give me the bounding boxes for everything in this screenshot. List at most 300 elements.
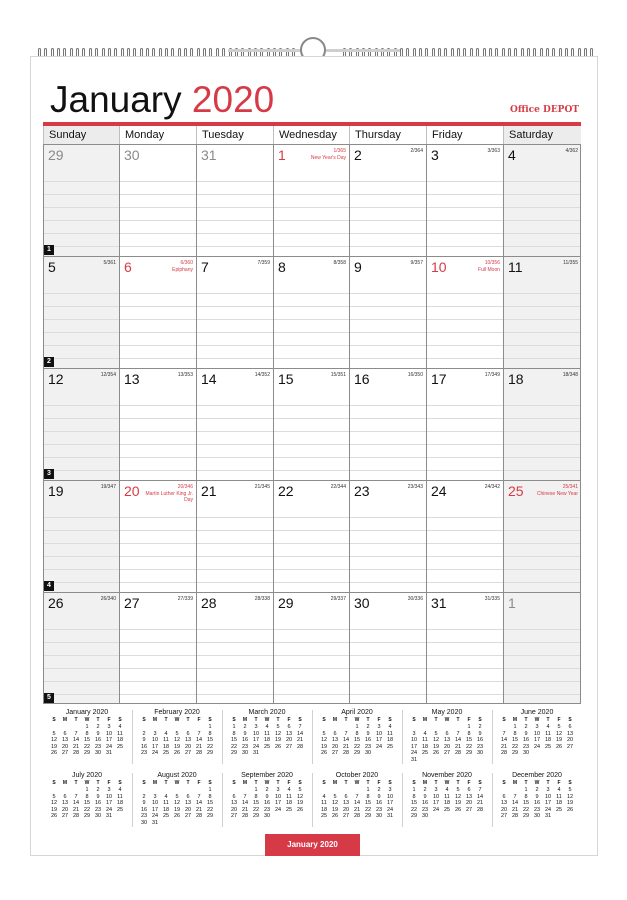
- day-cell[interactable]: [349, 592, 426, 704]
- mini-day: 4: [445, 787, 449, 793]
- mini-day: 8: [467, 730, 471, 737]
- day-number: 29: [278, 595, 294, 611]
- mini-day: 25: [162, 750, 170, 756]
- mini-day: 23: [375, 806, 383, 813]
- mini-day: 1: [254, 787, 258, 793]
- mini-day: 29: [83, 750, 91, 756]
- mini-day: 5: [456, 787, 460, 793]
- weekday-header-friday: Friday: [426, 126, 503, 144]
- mini-day: 28: [500, 750, 508, 756]
- mini-day: 7: [456, 730, 460, 737]
- mini-day: 4: [322, 793, 326, 800]
- mini-day: 16: [522, 737, 530, 743]
- mini-day: 25: [116, 743, 124, 750]
- mini-weekday-header: T: [276, 780, 280, 786]
- mini-day: 23: [364, 743, 372, 750]
- week-number-badge: 5: [44, 693, 54, 703]
- mini-day: 12: [454, 793, 462, 800]
- day-cell[interactable]: [503, 480, 581, 592]
- mini-day: 13: [443, 737, 451, 743]
- mini-calendar-table: [319, 780, 396, 820]
- day-cell[interactable]: [273, 480, 349, 592]
- day-number: 29: [48, 147, 64, 163]
- mini-weekday-header: S: [478, 717, 482, 723]
- mini-day: 23: [94, 743, 102, 750]
- mini-day: 10: [105, 793, 113, 800]
- holiday-label: Full Moon: [478, 267, 500, 273]
- day-cell[interactable]: [426, 256, 503, 368]
- mini-day: 11: [321, 800, 327, 806]
- day-number: 15: [278, 371, 294, 387]
- mini-calendar[interactable]: [313, 708, 401, 766]
- mini-weekday-header: S: [142, 717, 146, 723]
- mini-day: 14: [195, 737, 203, 743]
- mini-day: 19: [454, 800, 462, 806]
- mini-calendar-table: [229, 717, 306, 757]
- mini-calendar-table: [139, 780, 216, 826]
- mini-day: 10: [252, 730, 260, 737]
- mini-day: 21: [342, 743, 350, 750]
- day-cell[interactable]: [503, 368, 581, 480]
- mini-day: 22: [206, 743, 214, 750]
- mini-day: [161, 820, 172, 827]
- day-of-year-count: 3/363: [487, 148, 500, 154]
- mini-weekday-header: T: [164, 780, 168, 786]
- day-cell[interactable]: [349, 368, 426, 480]
- day-cell[interactable]: [196, 256, 273, 368]
- mini-day: 21: [454, 743, 462, 750]
- mini-day: 1: [355, 724, 359, 730]
- mini-day: 14: [72, 800, 80, 806]
- weekday-header-saturday: Saturday: [503, 126, 581, 144]
- mini-day: 25: [285, 806, 293, 813]
- day-number: 26: [48, 595, 64, 611]
- mini-day: 14: [342, 737, 350, 743]
- mini-weekday-header: S: [388, 717, 392, 723]
- mini-day: [464, 757, 475, 764]
- mini-day: 31: [252, 750, 260, 756]
- mini-weekday-header: T: [456, 780, 460, 786]
- mini-day: 9: [96, 730, 100, 737]
- mini-day: 5: [434, 730, 438, 737]
- mini-day: 11: [117, 730, 123, 737]
- page-title: [50, 80, 274, 120]
- mini-day: [532, 750, 543, 757]
- day-cell[interactable]: [503, 592, 581, 704]
- mini-weekday-header: S: [568, 717, 572, 723]
- mini-day: 19: [432, 743, 440, 750]
- mini-day: 30: [140, 819, 148, 826]
- mini-day: 9: [142, 800, 146, 806]
- day-cell[interactable]: [349, 144, 426, 256]
- day-number: 1: [278, 147, 286, 163]
- day-cell[interactable]: [119, 480, 196, 592]
- day-cell[interactable]: [196, 480, 273, 592]
- mini-day: 9: [142, 737, 146, 743]
- mini-day: 30: [94, 813, 102, 819]
- mini-day: 11: [422, 737, 428, 743]
- mini-day: [374, 750, 385, 757]
- mini-day: 16: [140, 743, 148, 750]
- day-cell[interactable]: [196, 368, 273, 480]
- mini-weekday-header: S: [568, 780, 572, 786]
- mini-day: 18: [544, 737, 552, 743]
- mini-weekday-header: T: [344, 717, 348, 723]
- weekday-header-thursday: Thursday: [349, 126, 426, 144]
- day-number: 23: [354, 483, 370, 499]
- mini-calendar[interactable]: [133, 771, 221, 829]
- mini-day: 19: [320, 743, 328, 750]
- mini-day: 17: [386, 800, 394, 806]
- weekday-header-wednesday: Wednesday: [273, 126, 349, 144]
- mini-weekday-header: F: [557, 780, 561, 786]
- mini-day: 23: [140, 813, 148, 819]
- mini-weekday-header: T: [96, 717, 100, 723]
- mini-day: 7: [74, 730, 78, 737]
- mini-day: 4: [118, 787, 122, 793]
- mini-day: 30: [263, 813, 271, 819]
- mini-day: 4: [118, 724, 122, 730]
- mini-day: 6: [344, 793, 348, 800]
- mini-day: 6: [287, 724, 291, 730]
- mini-day: 24: [410, 750, 418, 756]
- mini-calendar[interactable]: [43, 771, 131, 829]
- mini-weekday-header: T: [254, 780, 258, 786]
- mini-calendar[interactable]: [223, 771, 311, 829]
- mini-day: 12: [296, 793, 304, 800]
- day-cell[interactable]: [43, 592, 119, 704]
- mini-weekday-header: S: [502, 717, 506, 723]
- mini-day: 10: [105, 730, 113, 737]
- mini-day: 27: [500, 813, 508, 819]
- mini-day: 2: [96, 787, 100, 793]
- mini-day: 1: [467, 724, 471, 730]
- day-cell[interactable]: [273, 592, 349, 704]
- mini-day: 17: [151, 806, 159, 813]
- mini-day: 17: [105, 737, 113, 743]
- day-cell[interactable]: [349, 256, 426, 368]
- mini-day: 5: [333, 793, 337, 800]
- mini-weekday-header: W: [174, 780, 180, 786]
- mini-day: 13: [342, 800, 350, 806]
- mini-weekday-header: W: [534, 780, 540, 786]
- day-cell[interactable]: [503, 256, 581, 368]
- mini-day: 9: [423, 793, 427, 800]
- mini-weekday-header: W: [444, 717, 450, 723]
- day-cell[interactable]: [43, 368, 119, 480]
- mini-day: 22: [364, 806, 372, 813]
- mini-day: 17: [151, 743, 159, 750]
- mini-day: 29: [364, 813, 372, 819]
- mini-weekday-header: M: [62, 780, 68, 786]
- mini-day: [565, 813, 576, 820]
- mini-day: [183, 820, 194, 827]
- mini-day: 6: [333, 730, 337, 737]
- mini-day: 21: [500, 743, 508, 750]
- mini-day: 11: [286, 793, 292, 800]
- weekday-header-sunday: Sunday: [43, 126, 119, 144]
- mini-day: 20: [566, 737, 574, 743]
- day-cell[interactable]: [349, 480, 426, 592]
- mini-day: 25: [443, 806, 451, 813]
- holiday-label: Martin Luther King Jr. Day: [145, 491, 193, 503]
- mini-day: 17: [544, 800, 552, 806]
- mini-day: 28: [72, 813, 80, 819]
- mini-day: 13: [285, 730, 293, 737]
- mini-weekday-header: S: [142, 780, 146, 786]
- mini-day: 8: [355, 730, 359, 737]
- day-of-year-count: 4/362: [565, 148, 578, 154]
- mini-calendar-table: [499, 780, 576, 820]
- mini-day: 22: [522, 806, 530, 813]
- mini-day: 22: [410, 806, 418, 813]
- day-number: 24: [431, 483, 447, 499]
- month-tab[interactable]: January 2020: [265, 834, 360, 856]
- mini-day: 19: [331, 806, 339, 813]
- mini-day: 6: [232, 793, 236, 800]
- mini-day: 5: [557, 724, 561, 730]
- mini-day: 8: [232, 730, 236, 737]
- week-number-badge: 2: [44, 357, 54, 367]
- mini-day: 17: [274, 800, 282, 806]
- day-number: 13: [124, 371, 140, 387]
- day-of-year-count: 23/343: [407, 484, 423, 490]
- mini-day: 30: [375, 813, 383, 819]
- mini-calendar[interactable]: [313, 771, 401, 829]
- mini-day: 13: [61, 800, 69, 806]
- mini-weekday-header: T: [546, 717, 550, 723]
- mini-day: 11: [556, 793, 562, 800]
- mini-calendars: [43, 708, 581, 830]
- mini-day: 28: [511, 813, 519, 819]
- mini-day: 1: [85, 724, 89, 730]
- day-number: 9: [354, 259, 362, 275]
- mini-day: 16: [364, 737, 372, 743]
- mini-day: 11: [387, 730, 393, 737]
- mini-day: 29: [410, 813, 418, 819]
- mini-day: 7: [74, 793, 78, 800]
- day-cell[interactable]: [426, 368, 503, 480]
- mini-weekday-header: W: [354, 780, 360, 786]
- mini-day: 11: [545, 730, 551, 737]
- mini-day: 25: [162, 813, 170, 819]
- mini-day: 6: [445, 730, 449, 737]
- mini-day: 2: [535, 787, 539, 793]
- mini-day: [543, 750, 554, 757]
- mini-day: 21: [476, 800, 484, 806]
- mini-day: 19: [274, 737, 282, 743]
- day-cell[interactable]: [196, 144, 273, 256]
- mini-weekday-header: W: [264, 717, 270, 723]
- mini-day: 5: [175, 793, 179, 800]
- day-number: 19: [48, 483, 64, 499]
- day-cell[interactable]: [426, 480, 503, 592]
- mini-day: 17: [105, 800, 113, 806]
- mini-day: 14: [195, 800, 203, 806]
- mini-day: 2: [377, 787, 381, 793]
- mini-day: 4: [423, 730, 427, 737]
- mini-day: 25: [421, 750, 429, 756]
- mini-day: [442, 757, 453, 764]
- mini-weekday-header: F: [287, 717, 291, 723]
- day-cell[interactable]: [273, 144, 349, 256]
- mini-calendar-table: [49, 780, 126, 820]
- day-of-year-count: 7/359: [257, 260, 270, 266]
- mini-day: 22: [83, 806, 91, 813]
- day-cell[interactable]: [119, 592, 196, 704]
- mini-day: 17: [533, 737, 541, 743]
- mini-day: 26: [50, 813, 58, 819]
- day-cell[interactable]: [503, 144, 581, 256]
- day-number: 21: [201, 483, 217, 499]
- mini-day: 7: [502, 730, 506, 737]
- mini-day: 25: [116, 806, 124, 813]
- mini-weekday-header: W: [534, 717, 540, 723]
- mini-day: [172, 820, 183, 827]
- mini-day: 11: [444, 793, 450, 800]
- mini-day: 12: [274, 730, 282, 737]
- mini-day: 16: [421, 800, 429, 806]
- mini-day: 8: [412, 793, 416, 800]
- mini-day: 2: [366, 724, 370, 730]
- mini-day: 26: [320, 750, 328, 756]
- mini-day: 20: [500, 806, 508, 813]
- mini-day: 23: [241, 743, 249, 750]
- mini-day: [554, 813, 565, 820]
- mini-day: 16: [476, 737, 484, 743]
- mini-day: 17: [432, 800, 440, 806]
- day-cell[interactable]: [119, 144, 196, 256]
- day-number: 30: [354, 595, 370, 611]
- mini-day: 11: [163, 737, 169, 743]
- mini-calendar[interactable]: [403, 771, 491, 829]
- mini-weekday-header: T: [434, 780, 438, 786]
- mini-calendar-table: [49, 717, 126, 757]
- mini-day: 23: [533, 806, 541, 813]
- mini-day: 29: [511, 750, 519, 756]
- mini-day: 26: [173, 813, 181, 819]
- mini-day: 28: [342, 750, 350, 756]
- mini-weekday-header: F: [557, 717, 561, 723]
- mini-day: 29: [353, 750, 361, 756]
- day-number: 16: [354, 371, 370, 387]
- mini-day: [475, 757, 486, 764]
- mini-day: 8: [513, 730, 517, 737]
- mini-weekday-header: T: [276, 717, 280, 723]
- mini-day: 29: [465, 750, 473, 756]
- day-of-year-count: 2/364: [410, 148, 423, 154]
- holiday-label: Chinese New Year: [536, 491, 578, 497]
- mini-day: 30: [241, 750, 249, 756]
- mini-day: 1: [412, 787, 416, 793]
- mini-calendar[interactable]: [43, 708, 131, 766]
- mini-weekday-header: M: [332, 780, 338, 786]
- mini-day: 4: [557, 787, 561, 793]
- mini-day: 15: [206, 737, 214, 743]
- mini-weekday-header: S: [322, 780, 326, 786]
- mini-weekday-header: S: [412, 717, 416, 723]
- day-of-year-count: 11/355: [563, 260, 578, 266]
- mini-weekday-header: F: [107, 717, 111, 723]
- mini-day: [420, 757, 431, 764]
- day-number: 20: [124, 483, 140, 499]
- day-number: 6: [124, 259, 132, 275]
- day-cell[interactable]: [43, 256, 119, 368]
- mini-day: 12: [320, 737, 328, 743]
- mini-day: [431, 757, 442, 764]
- mini-day: 5: [298, 787, 302, 793]
- day-cell[interactable]: [196, 592, 273, 704]
- mini-day: 3: [546, 787, 550, 793]
- mini-day: 10: [151, 800, 159, 806]
- mini-day: 5: [568, 787, 572, 793]
- mini-day: 3: [412, 730, 416, 737]
- mini-day: 24: [375, 743, 383, 750]
- mini-day: 21: [353, 806, 361, 813]
- mini-day: 30: [421, 813, 429, 819]
- day-cell[interactable]: [43, 480, 119, 592]
- mini-day: 11: [264, 730, 270, 737]
- mini-calendar-title: October 2020: [335, 772, 379, 779]
- day-cell[interactable]: [426, 144, 503, 256]
- mini-day: 15: [364, 800, 372, 806]
- mini-day: 24: [274, 806, 282, 813]
- day-number: 28: [201, 595, 217, 611]
- mini-day: 6: [502, 793, 506, 800]
- mini-day: 24: [105, 806, 113, 813]
- day-of-year-count: 19/347: [100, 484, 116, 490]
- mini-weekday-header: T: [96, 780, 100, 786]
- mini-calendar[interactable]: [223, 708, 311, 766]
- mini-day: [464, 813, 475, 820]
- mini-weekday-header: S: [412, 780, 416, 786]
- mini-day: 31: [386, 813, 394, 819]
- mini-calendar[interactable]: [493, 771, 581, 829]
- mini-day: 28: [296, 743, 304, 750]
- day-cell[interactable]: [426, 592, 503, 704]
- mini-day: 2: [243, 724, 247, 730]
- mini-day: 7: [478, 787, 482, 793]
- day-number: 27: [124, 595, 140, 611]
- mini-calendar[interactable]: [493, 708, 581, 766]
- day-cell[interactable]: [273, 256, 349, 368]
- day-cell[interactable]: [273, 368, 349, 480]
- mini-day: 9: [243, 730, 247, 737]
- mini-day: 24: [432, 806, 440, 813]
- mini-weekday-header: S: [52, 780, 56, 786]
- week-number-badge: 4: [44, 581, 54, 591]
- mini-day: [295, 750, 306, 757]
- day-cell[interactable]: [43, 144, 119, 256]
- mini-day: 2: [142, 793, 146, 800]
- mini-day: 7: [344, 730, 348, 737]
- day-cell[interactable]: [119, 256, 196, 368]
- mini-calendar[interactable]: [133, 708, 221, 766]
- mini-day: 30: [364, 750, 372, 756]
- mini-day: 27: [184, 813, 192, 819]
- mini-day: 25: [386, 743, 394, 750]
- mini-weekday-header: S: [52, 717, 56, 723]
- mini-weekday-header: W: [84, 780, 90, 786]
- mini-day: 7: [355, 793, 359, 800]
- mini-calendar[interactable]: [403, 708, 491, 766]
- mini-calendar-title: August 2020: [157, 772, 197, 779]
- mini-day: 2: [265, 787, 269, 793]
- mini-day: 5: [52, 730, 56, 737]
- mini-calendar-title: December 2020: [512, 772, 562, 779]
- day-of-year-count: 8/358: [333, 260, 346, 266]
- day-cell[interactable]: [119, 368, 196, 480]
